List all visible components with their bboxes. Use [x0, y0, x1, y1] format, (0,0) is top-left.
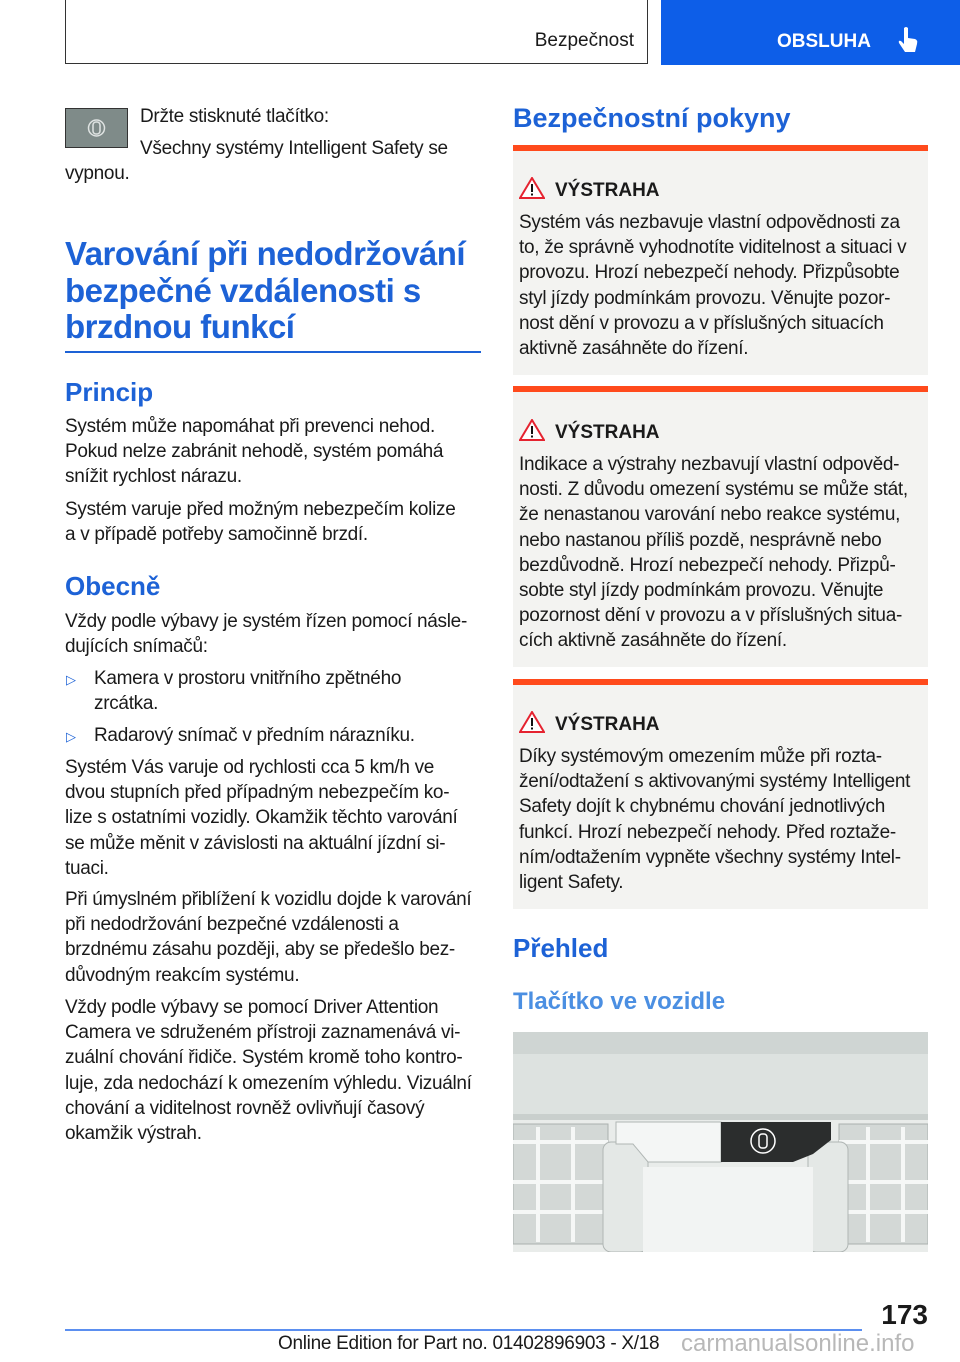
warning-title: VÝSTRAHA: [519, 177, 660, 202]
warning-text: Systém vás nezbavuje vlastní odpovědnosti za to, že správně vyhodnotíte viditelnost a situaci v provozu. Hrozí nebezpečí nehody. Přizpůsobte styl jízdy podmínkám provozu. Věnujte pozor- nost dění v provozu a v příslušných situacích aktivně zasáhněte do řízení.: [519, 212, 907, 360]
hand-pointer-icon: [897, 26, 919, 54]
warning-triangle-icon: [519, 177, 545, 199]
heading-princip: Princip: [65, 377, 154, 407]
warning-box: [513, 679, 928, 909]
bullet-item: Radarový snímač v předním nárazníku.: [94, 725, 415, 746]
warning-title: VÝSTRAHA: [519, 419, 660, 444]
dashboard-button-illustration: [513, 1032, 928, 1252]
princip-p2: Systém varuje před možným nebezpečím kolize a v případě potřeby samočinně brzdí.: [65, 499, 456, 546]
warning-title: VÝSTRAHA: [519, 711, 660, 736]
intro-line2: Všechny systémy Intelligent Safety se: [140, 138, 448, 159]
heading-bezpecnostni-pokyny: Bezpečnostní pokyny: [513, 103, 791, 133]
warning-text: Díky systémovým omezením může při rozta- žení/odtažení s aktivovanými systémy Intelligent Safety dojít k chybnému chování jednotlivých funkcí. Hrozí nebezpečí nehody. Před roztaže- ním/odtažením vypněte všechny systémy Intel- ligent Safety.: [519, 746, 911, 894]
obecne-p4: Vždy podle výbavy se pomocí Driver Attention Camera ve sdruženém přístroji zaznamenává vi- zuální chování řidiče. Systém kromě toho kontro- luje, zda nedochází k omezením výhledu. Vizuální chování a viditelnost rovněž ovlivňují časový okamžik výstrah.: [65, 997, 472, 1145]
intro-line1: Držte stisknuté tlačítko:: [140, 106, 329, 127]
heading-prehled: Přehled: [513, 933, 609, 963]
warning-box: [513, 145, 928, 375]
princip-p1: Systém může napomáhat při prevenci nehod. Pokud nelze zabránit nehodě, systém pomáhá snížit rychlost nárazu.: [65, 416, 444, 488]
intro-line3: vypnou.: [65, 163, 130, 184]
bullet-icon: ▷: [66, 672, 76, 687]
obecne-p1: Vždy podle výbavy je systém řízen pomocí násle- dujících snímačů:: [65, 611, 467, 658]
obecne-p2: Systém Vás varuje od rychlosti cca 5 km/h ve dvou stupních před případným nebezpečím ko- lize s ostatními vozidly. Okamžik těchto varování se může měnit v závislosti na aktuální jízdní si- tuaci.: [65, 757, 458, 879]
tab-label: OBSLUHA: [777, 31, 871, 52]
page-number: 173: [881, 1299, 928, 1330]
heading-underline: [65, 351, 481, 353]
warning-triangle-icon: [519, 419, 545, 441]
warning-triangle-icon: [519, 711, 545, 733]
safety-button-icon: [65, 108, 128, 148]
warning-text: Indikace a výstrahy nezbavují vlastní odpověd- nosti. Z důvodu omezení systému se může stát, že nenastanou varování nebo reakce systému, nebo nastanou příliš pozdě, nesprávně nebo bezdůvodně. Hrozí nebezpečí nehody. Přizpů- sobte styl jízdy podmínkám provozu. Věnujte pozornost dění v provozu a v příslušných situa- cích aktivně zasáhněte do řízení.: [519, 454, 908, 652]
tab-obsluha[interactable]: [661, 0, 960, 65]
bullet-icon: ▷: [66, 729, 76, 744]
obecne-p3: Při úmyslném přiblížení k vozidlu dojde k varování při nedodržování bezpečné vzdálenosti a brzdnému zásahu později, aby se předešlo bez- důvodným reakcím systému.: [65, 889, 472, 986]
warning-box: [513, 386, 928, 667]
section-heading: Varování při nedodržování bezpečné vzdálenosti s brzdnou funkcí: [65, 235, 466, 345]
bullet-item: Kamera v prostoru vnitřního zpětného zrcátka.: [94, 668, 402, 715]
footer-edition: Online Edition for Part no. 01402896903 - X/18: [278, 1333, 660, 1354]
heading-obecne: Obecně: [65, 571, 161, 601]
heading-tlacitko: Tlačítko ve vozidle: [513, 988, 726, 1015]
watermark: carmanualsonline.info: [681, 1330, 915, 1357]
section-title: Bezpečnost: [534, 30, 634, 51]
